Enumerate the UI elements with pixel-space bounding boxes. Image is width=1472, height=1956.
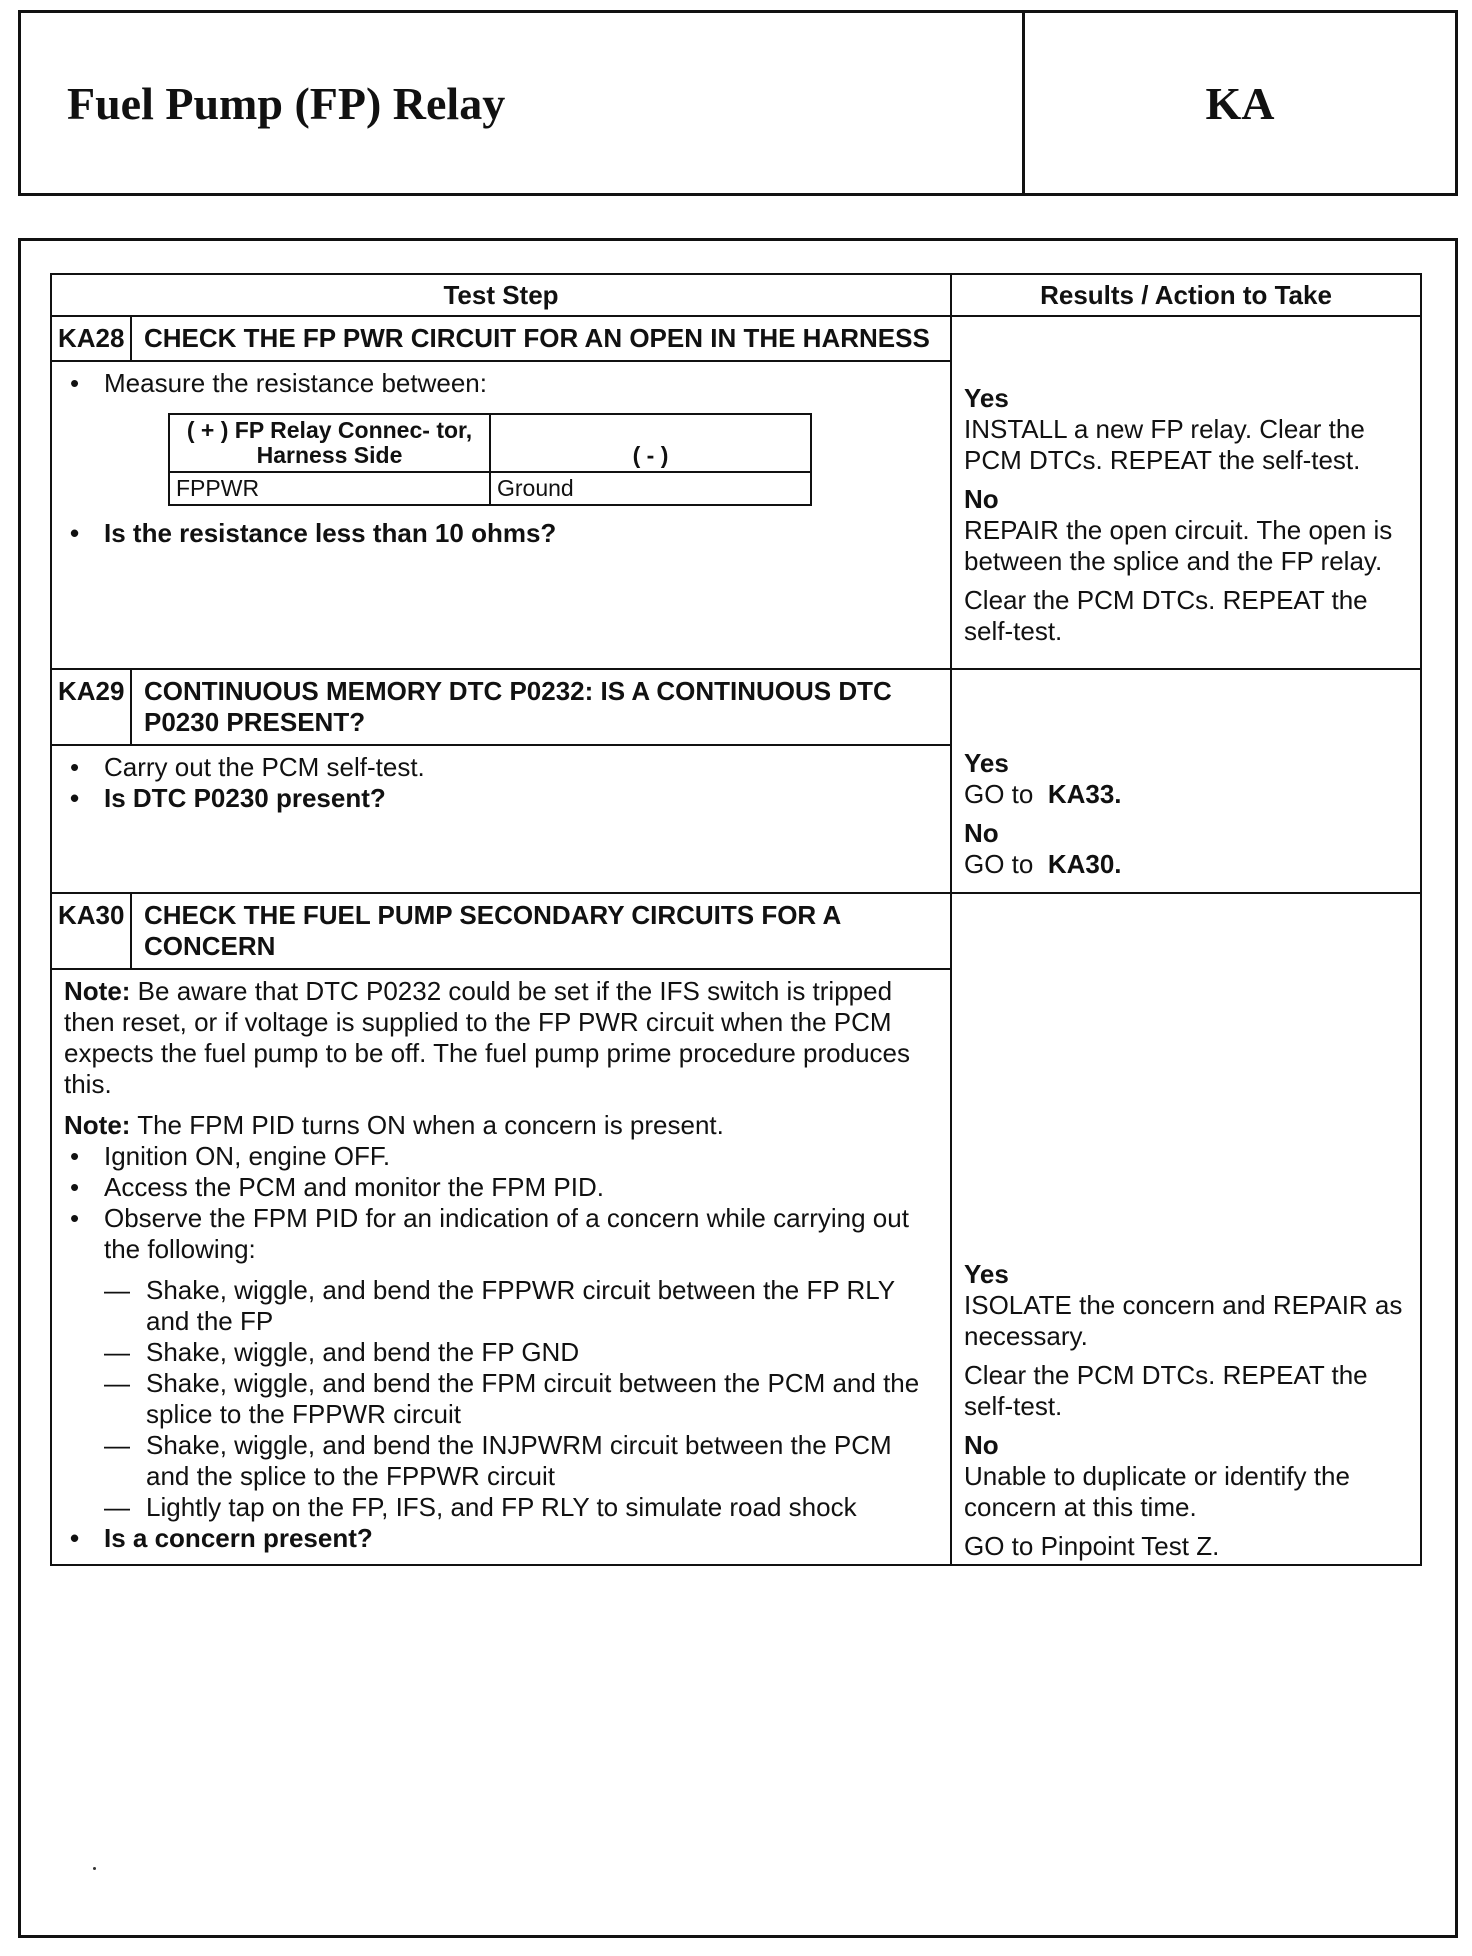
yes-action: GO to KA33. xyxy=(964,779,1122,809)
no-action: REPAIR the open circuit. The open is between the splice and the FP relay. xyxy=(964,515,1393,576)
yes-label: Yes xyxy=(964,1259,1009,1289)
test-step-header: Test Step xyxy=(51,274,951,316)
sub-item: — Lightly tap on the FP, IFS, and FP RLY to simulate road shock xyxy=(104,1492,857,1522)
yes-label: Yes xyxy=(964,748,1009,778)
meas-value-negative: Ground xyxy=(490,472,811,505)
step-ka30-title-row xyxy=(51,893,1421,969)
step-ka30-results xyxy=(951,893,1421,1565)
no-action: Unable to duplicate or identify the concern at this time. xyxy=(964,1461,1350,1522)
resistance-table xyxy=(168,413,812,506)
no-action-followup: Clear the PCM DTCs. REPEAT the self-test. xyxy=(964,585,1368,646)
list-item: • Access the PCM and monitor the FPM PID. xyxy=(70,1172,604,1202)
step-ka28-results xyxy=(951,316,1421,669)
no-action-followup: GO to Pinpoint Test Z. xyxy=(964,1531,1220,1561)
results-header: Results / Action to Take xyxy=(951,274,1421,316)
note-2: Note: The FPM PID turns ON when a concern is present. xyxy=(64,1110,724,1140)
question: • Is the resistance less than 10 ohms? xyxy=(70,518,557,548)
table-header-row xyxy=(51,274,1421,316)
page-title: Fuel Pump (FP) Relay xyxy=(21,13,1025,193)
meas-col-positive: ( + ) FP Relay Connec- tor, Harness Side xyxy=(169,414,490,472)
test-step-table xyxy=(50,273,1422,1566)
note-1: Note: Be aware that DTC P0232 could be set if the IFS switch is tripped then reset, or if voltage is supplied to the FP PWR circuit when the PCM expects the fuel pump to be off. The fuel pump prime procedure produces this. xyxy=(64,976,910,1099)
page-header xyxy=(18,10,1458,196)
meas-col-negative: ( - ) xyxy=(490,414,811,472)
no-label: No xyxy=(964,1430,999,1460)
step-ka28-content xyxy=(51,361,951,669)
no-label: No xyxy=(964,484,999,514)
list-item: • Carry out the PCM self-test. xyxy=(70,752,425,782)
sub-item: — Shake, wiggle, and bend the FP GND xyxy=(104,1337,580,1367)
go-to-target: KA33. xyxy=(1047,779,1122,809)
question: • Is DTC P0230 present? xyxy=(70,783,386,813)
go-to-target: KA30. xyxy=(1047,849,1122,879)
step-ka29-results xyxy=(951,669,1421,893)
no-label: No xyxy=(964,818,999,848)
yes-action-followup: Clear the PCM DTCs. REPEAT the self-test. xyxy=(964,1360,1368,1421)
question: • Is a concern present? xyxy=(70,1523,373,1553)
step-ka28-title-row xyxy=(51,316,1421,361)
no-action: GO to KA30. xyxy=(964,849,1122,879)
step-title: CONTINUOUS MEMORY DTC P0232: IS A CONTINUOUS DTC P0230 PRESENT? xyxy=(131,669,951,745)
list-item: • Ignition ON, engine OFF. xyxy=(70,1141,391,1171)
scan-speck xyxy=(93,1867,96,1870)
sub-item: — Shake, wiggle, and bend the FPM circuit between the PCM and the splice to the FPPWR circuit xyxy=(104,1368,920,1429)
step-ka29-content xyxy=(51,745,951,893)
list-item: • Observe the FPM PID for an indication of a concern while carrying out the following: xyxy=(70,1203,909,1264)
sub-item: — Shake, wiggle, and bend the FPPWR circuit between the FP RLY and the FP xyxy=(104,1275,895,1336)
step-id: KA28 xyxy=(51,316,131,361)
meas-value-positive: FPPWR xyxy=(169,472,490,505)
step-ka30-content xyxy=(51,969,951,1565)
yes-label: Yes xyxy=(964,383,1009,413)
step-id: KA29 xyxy=(51,669,131,745)
step-id: KA30 xyxy=(51,893,131,969)
step-ka29-title-row xyxy=(51,669,1421,745)
yes-action: ISOLATE the concern and REPAIR as necessary. xyxy=(964,1290,1403,1351)
step-title: CHECK THE FP PWR CIRCUIT FOR AN OPEN IN THE HARNESS xyxy=(131,316,951,361)
list-item: • Measure the resistance between: xyxy=(70,368,487,398)
sub-item: — Shake, wiggle, and bend the INJPWRM circuit between the PCM and the splice to the FPPWR circuit xyxy=(104,1430,892,1491)
step-title: CHECK THE FUEL PUMP SECONDARY CIRCUITS FOR A CONCERN xyxy=(131,893,951,969)
pinpoint-test-code: KA xyxy=(1205,77,1275,129)
yes-action: INSTALL a new FP relay. Clear the PCM DTCs. REPEAT the self-test. xyxy=(964,414,1365,475)
